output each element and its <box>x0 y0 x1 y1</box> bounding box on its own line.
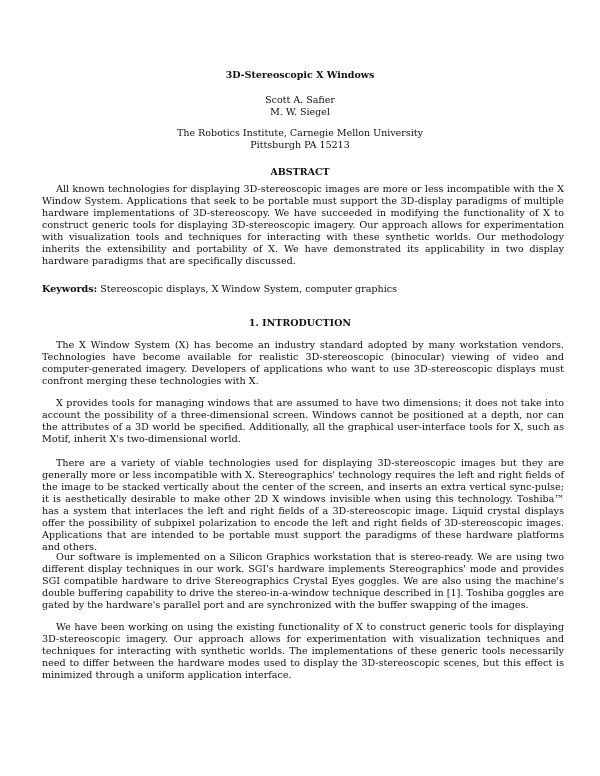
affiliation-line: The Robotics Institute, Carnegie Mellon University <box>177 128 423 139</box>
affiliation <box>0 128 600 152</box>
body-paragraph: There are a variety of viable technologies used for displaying 3D-stereoscopic images but they are generally more or less incompatible with X. Stereographics' technology requires the left and right fields of the image to be stacked vertically about the center of the screen, and inserts an extra vertical sync-pulse; it is aesthetically desirable to make other 2D X windows invisible when using this technology. Toshiba™ has a system that interlaces the left and right fields of a 3D-stereoscopic image. Liquid crystal displays offer the possibility of subpixel polarization to encode the left and right fields of 3D-stereoscopic images. Applications that are intended to be portable must support the paradigms of these hardware platforms and others. <box>42 458 564 553</box>
section-heading-introduction: 1. INTRODUCTION <box>248 318 352 329</box>
abstract-heading: ABSTRACT <box>270 167 330 178</box>
body-paragraph: Our software is implemented on a Silicon Graphics workstation that is stereo-ready. We are using two different display techniques in our work. SGI's hardware implements Stereographics' mode and provides SGI compatible hardware to drive Stereographics Crystal Eyes goggles. We are also using the machine's double buffering capability to drive the stereo-in-a-window technique described in [1]. Toshiba goggles are gated by the hardware's parallel port and are synchronized with the buffer swapping of the images. <box>42 552 564 611</box>
author-name: M. W. Siegel <box>270 107 330 118</box>
body-paragraph: We have been working on using the existing functionality of X to construct generic tools for displaying 3D-stereoscopic imagery. Our approach allows for experimentation with visualization techniques and techniques for interacting with synthetic worlds. The implementations of these generic tools necessarily need to differ between the hardware modes used to display the 3D-stereoscopic scenes, but this effect is minimized through a uniform application interface. <box>42 622 564 681</box>
keywords <box>42 284 564 296</box>
author-list <box>0 95 600 119</box>
body-paragraph: X provides tools for managing windows that are assumed to have two dimensions; it does not take into account the possibility of a three-dimensional screen. Windows cannot be positioned at a depth, nor can the attributes of a 3D world be specified. Additionally, all the graphical user-interface tools for X, such as Motif, inherit X's two-dimensional world. <box>42 398 564 445</box>
paper-title: 3D-Stereoscopic X Windows <box>225 70 375 81</box>
author-name: Scott A. Safier <box>265 95 335 106</box>
keywords-label: Keywords: <box>42 284 98 295</box>
abstract-text: All known technologies for displaying 3D-stereoscopic images are more or less incompatible with the X Window System. Applications that seek to be portable must support the 3D-display paradigms of multiple hardware implementations of 3D-stereoscopy. We have succeeded in modifying the functionality of X to construct generic tools for displaying 3D-stereoscopic imagery. Our approach allows for experimentation with visualization tools and techniques for interacting with these synthetic worlds. Our methodology inherits the extensibility and portability of X. We have demonstrated its applicability in two display hardware paradigms that are specifically discussed. <box>42 184 564 267</box>
affiliation-line: Pittsburgh PA 15213 <box>250 140 350 151</box>
body-paragraph: The X Window System (X) has become an industry standard adopted by many workstation vendors. Technologies have become available for realistic 3D-stereoscopic (binocular) viewing of video and computer-generated imagery. Developers of applications who want to use 3D-stereoscopic displays must confront merging these technologies with X. <box>42 340 564 387</box>
keywords-text: Stereoscopic displays, X Window System, computer graphics <box>100 284 398 295</box>
